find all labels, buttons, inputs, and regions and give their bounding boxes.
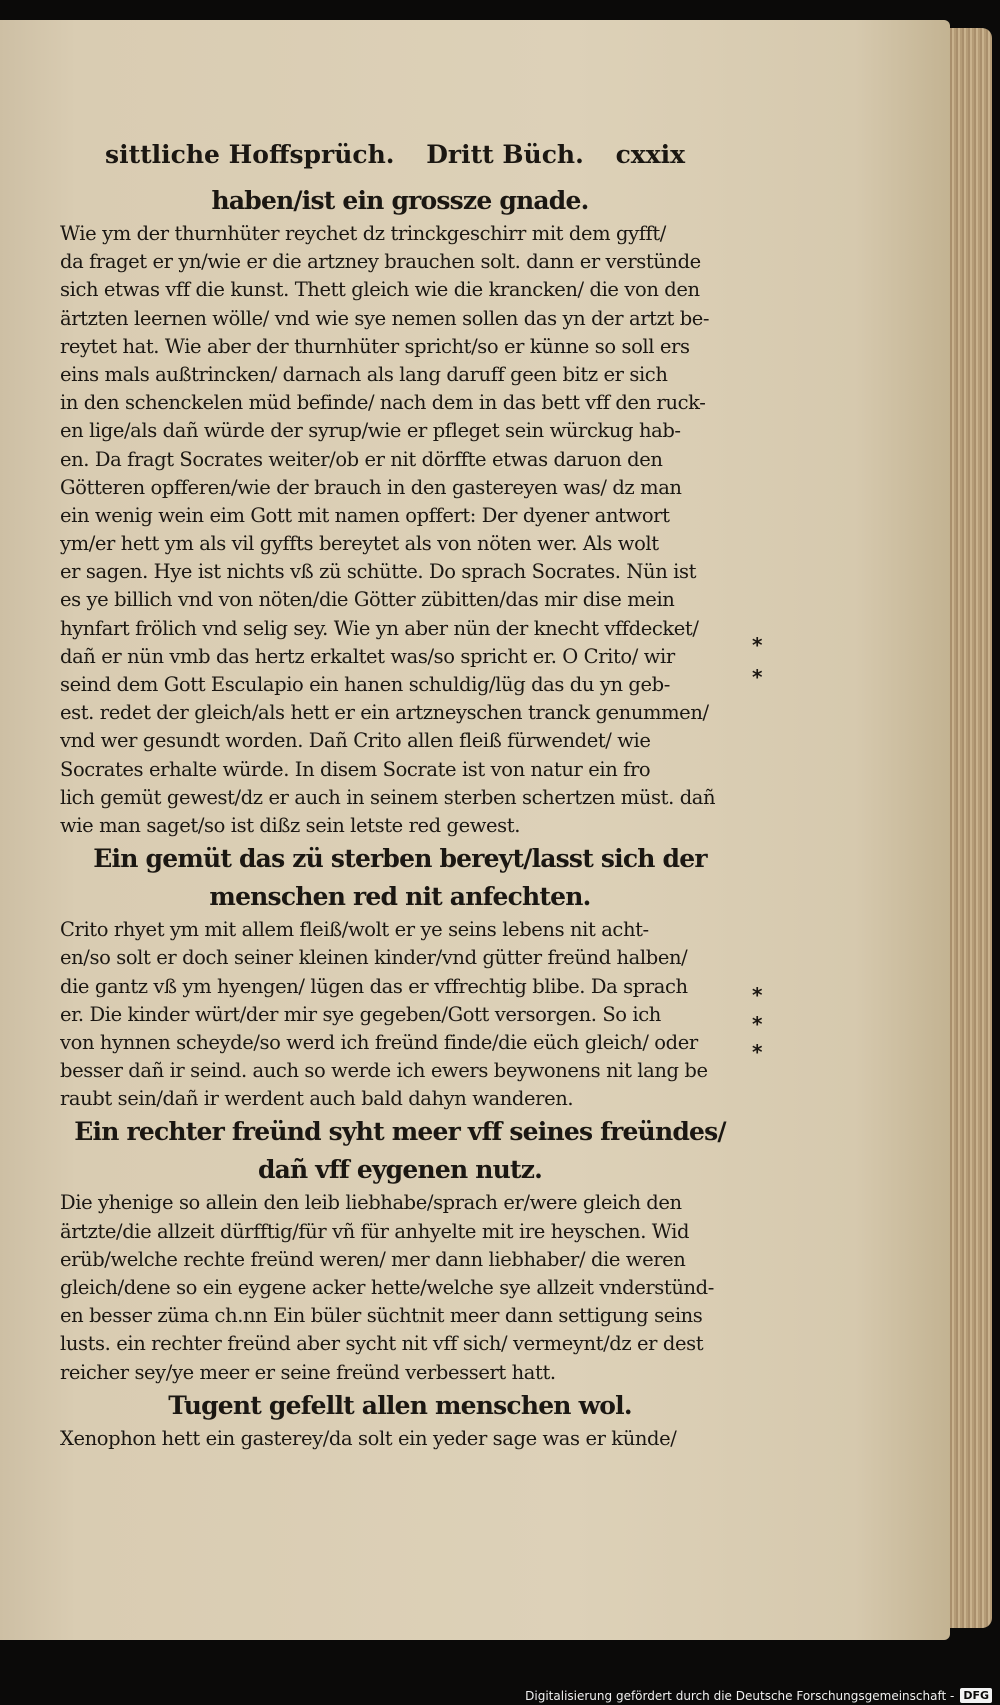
text-line: vnd wer gesundt worden. Dañ Crito allen fleiß fürwendet/ wie	[60, 729, 651, 753]
text-line: ym/er hett ym als vil gyffts bereytet als von nöten wer. Als wolt	[60, 532, 659, 556]
running-head-left: sittliche Hoffsprüch.	[105, 140, 395, 169]
text-line: hynfart frölich vnd selig sey. Wie yn aber nün der knecht vffdecket/	[60, 616, 699, 640]
text-line: von hynnen scheyde/so werd ich freünd finde/die eüch gleich/ oder	[60, 1030, 698, 1054]
section-heading: Ein gemüt das zü sterben bereyt/lasst sich der	[93, 844, 707, 874]
book-fore-edge	[950, 28, 992, 1628]
running-head-center: Dritt Büch.	[426, 140, 584, 169]
text-line: Die yhenige so allein den leib liebhabe/sprach er/were gleich den	[60, 1191, 682, 1215]
text-line: en lige/als dañ würde der syrup/wie er pfleget sein würckug hab-	[60, 419, 681, 443]
running-head	[105, 140, 685, 169]
margin-asterisk: *	[752, 983, 763, 1007]
text-line: reicher sey/ye meer er seine freünd verbessert hatt.	[60, 1360, 556, 1384]
margin-asterisk: *	[752, 1040, 763, 1064]
text-line: die gantz vß ym hyengen/ lügen das er vffrechtig blibe. Da sprach	[60, 974, 688, 998]
section-heading: haben/ist ein grossze gnade.	[211, 186, 589, 215]
page-number: cxxix	[615, 140, 685, 169]
text-line: Crito rhyet ym mit allem fleiß/wolt er ye seins lebens nit acht-	[60, 918, 649, 942]
footer-credit: Digitalisierung gefördert durch die Deutsche Forschungsgemeinschaft -	[525, 1688, 955, 1703]
text-line: wie man saget/so ist dißz sein letste red gewest.	[60, 813, 521, 837]
text-line: Socrates erhalte würde. In disem Socrate ist von natur ein fro	[60, 757, 651, 781]
text-line: ärtzte/die allzeit dürfftig/für vñ für anhyelte mit ire heyschen. Wid	[60, 1219, 690, 1243]
text-line: reytet hat. Wie aber der thurnhüter spricht/so er künne so soll ers	[60, 334, 690, 358]
footer	[525, 1688, 992, 1703]
section-heading: Tugent gefellt allen menschen wol.	[168, 1390, 632, 1420]
text-line: besser dañ ir seind. auch so werde ich ewers beywonens nit lang be	[60, 1059, 708, 1083]
text-line: en. Da fragt Socrates weiter/ob er nit dörffte etwas daruon den	[60, 447, 663, 471]
body-text	[60, 182, 740, 1453]
margin-asterisk: *	[752, 665, 763, 689]
text-line: Xenophon hett ein gasterey/da solt ein yeder sage was er künde/	[60, 1426, 677, 1450]
text-line: est. redet der gleich/als hett er ein artzneyschen tranck genummen/	[60, 701, 709, 725]
text-line: da fraget er yn/wie er die artzney brauchen solt. dann er verstünde	[60, 250, 701, 274]
text-line: gleich/dene so ein eygene acker hette/welche sye allzeit vnderstünd-	[60, 1276, 714, 1299]
section-heading: Ein rechter freünd syht meer vff seines freündes/	[74, 1117, 726, 1147]
section-heading: dañ vff eygenen nutz.	[257, 1155, 543, 1185]
text-line: ein wenig wein eim Gott mit namen opffert: Der dyener antwort	[60, 503, 670, 527]
text-line: erüb/welche rechte freünd weren/ mer dann liebhaber/ die weren	[60, 1247, 686, 1271]
text-line: Wie ym der thurnhüter reychet dz trinckgeschirr mit dem gyfft/	[60, 222, 666, 245]
text-line: raubt sein/dañ ir werdent auch bald dahyn wanderen.	[60, 1087, 574, 1111]
text-line: en/so solt er doch seiner kleinen kinder/vnd gütter freünd halben/	[60, 946, 688, 970]
text-line: en besser züma ch.nn Ein büler süchtnit meer dann settigung seins	[60, 1304, 703, 1328]
text-line: dañ er nün vmb das hertz erkaltet was/so spricht er. O Crito/ wir	[60, 644, 675, 668]
section-heading: menschen red nit anfechten.	[209, 882, 591, 912]
text-line: lusts. ein rechter freünd aber sycht nit vff sich/ vermeynt/dz er dest	[60, 1332, 704, 1356]
text-line: Götteren opfferen/wie der brauch in den gastereyen was/ dz man	[60, 475, 682, 499]
text-line: ärtzten leernen wölle/ vnd wie sye nemen sollen das yn der artzt be-	[60, 306, 710, 330]
text-line: er. Die kinder würt/der mir sye gegeben/Gott versorgen. So ich	[60, 1002, 661, 1026]
margin-asterisk: *	[752, 633, 763, 657]
margin-asterisk: *	[752, 1012, 763, 1036]
text-line: seind dem Gott Esculapio ein hanen schuldig/lüg das du yn geb-	[60, 673, 670, 696]
text-line: er sagen. Hye ist nichts vß zü schütte. Do sprach Socrates. Nün ist	[60, 560, 697, 584]
text-line: eins mals außtrincken/ darnach als lang daruff geen bitz er sich	[60, 362, 668, 386]
text-line: sich etwas vff die kunst. Thett gleich wie die krancken/ die von den	[60, 278, 700, 302]
text-line: in den schenckelen müd befinde/ nach dem in das bett vff den ruck-	[60, 391, 706, 415]
text-line: es ye billich vnd von nöten/die Götter zübitten/das mir dise mein	[60, 588, 675, 612]
text-line: lich gemüt gewest/dz er auch in seinem sterben schertzen müst. dañ	[60, 785, 716, 809]
dfg-logo: DFG	[960, 1688, 992, 1703]
